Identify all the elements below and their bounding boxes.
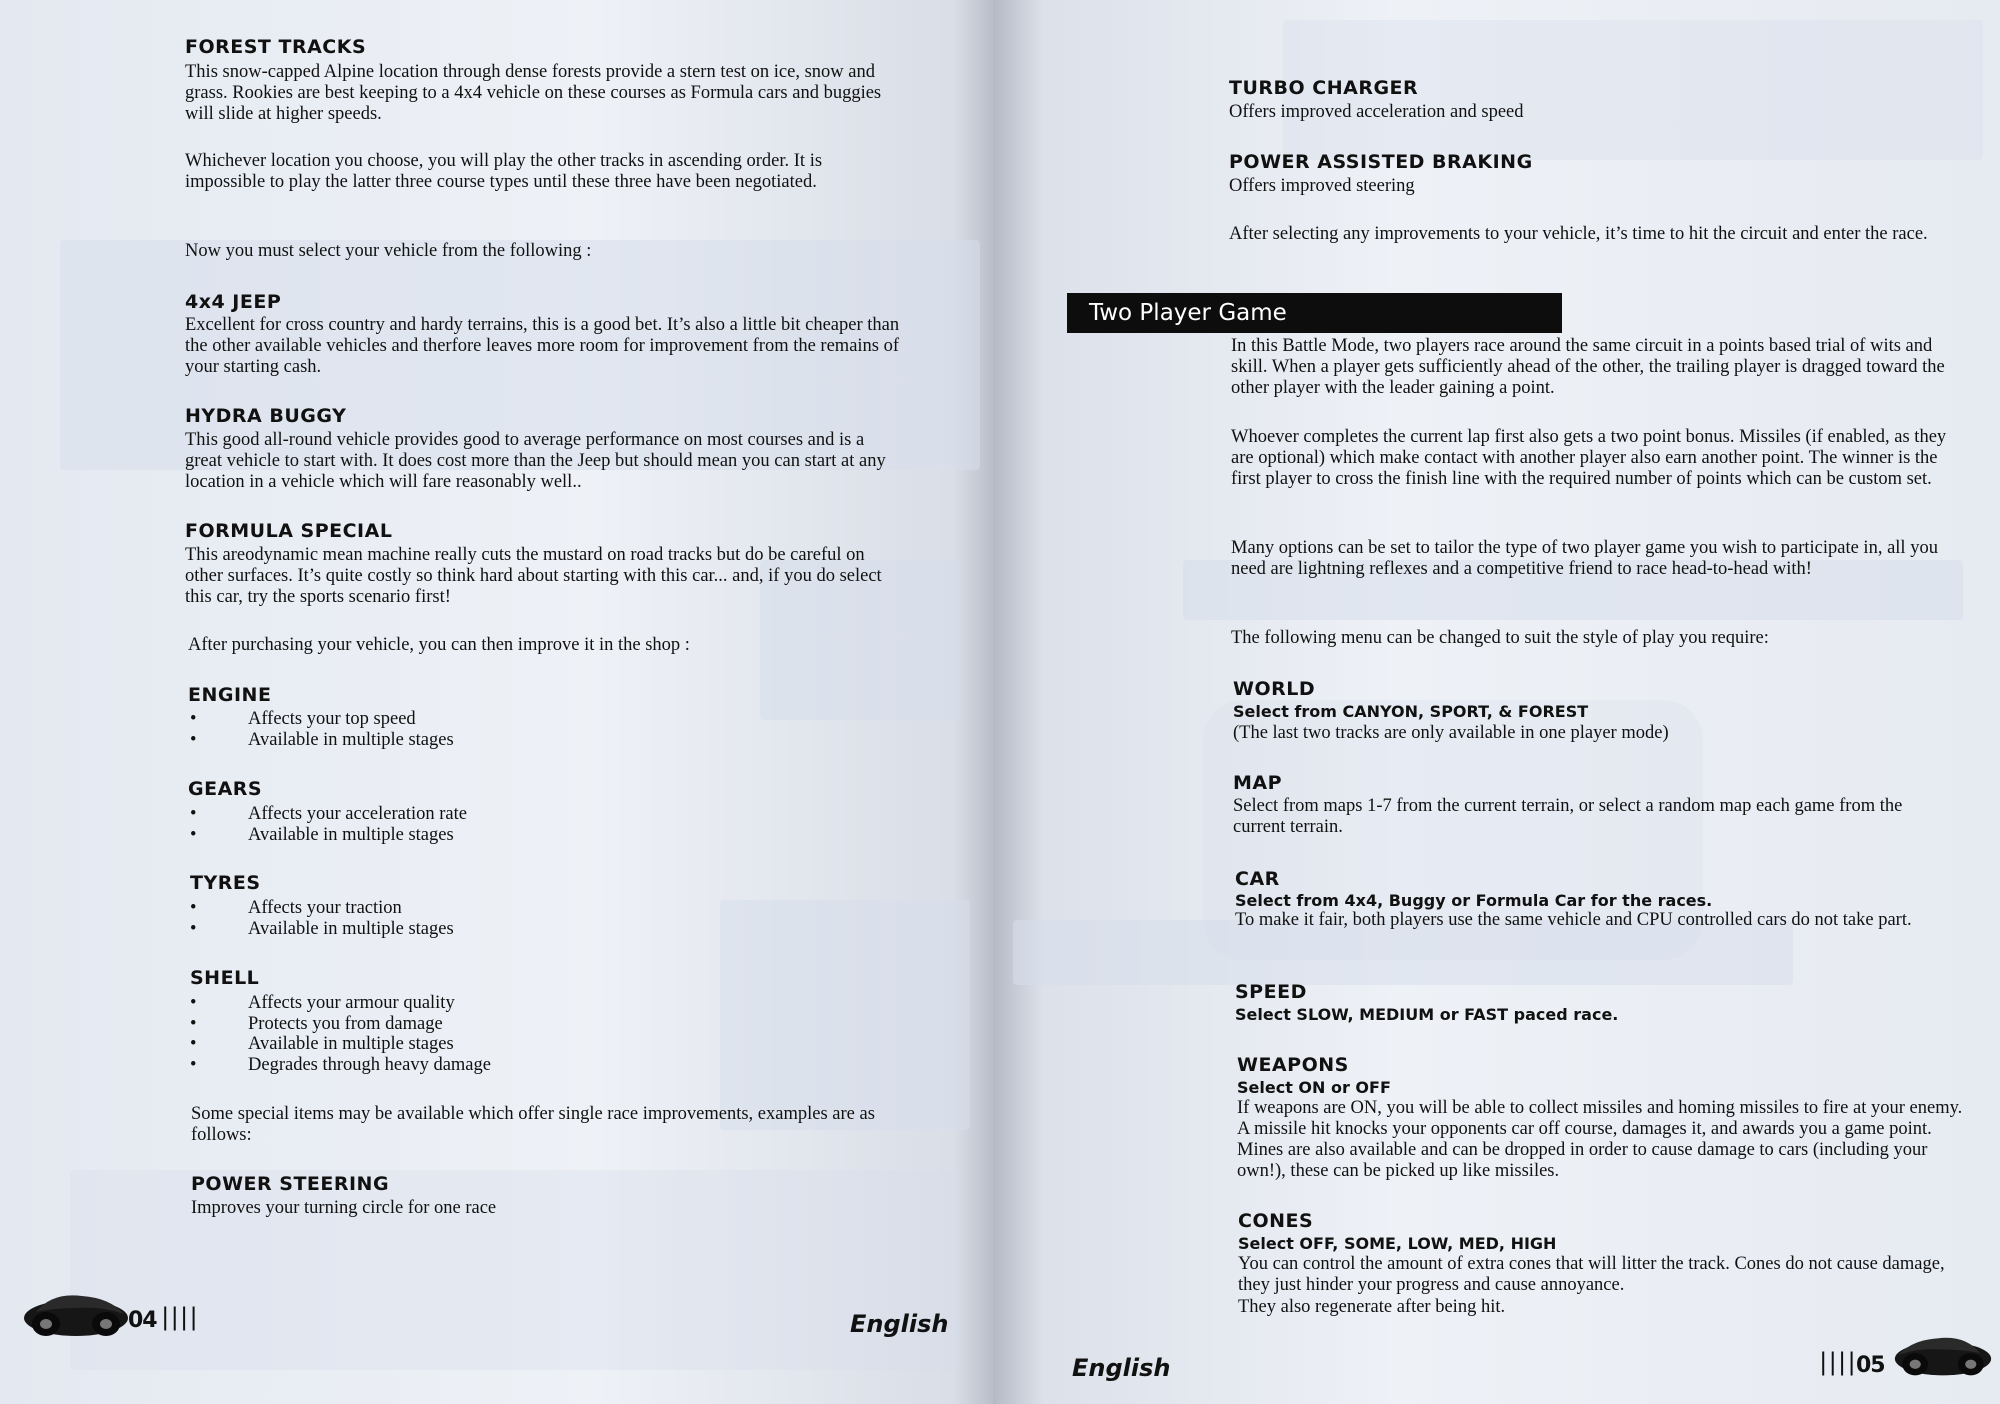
list-item: • Affects your armour quality <box>190 993 491 1014</box>
tyres-heading: TYRES <box>190 872 261 894</box>
whoever-text: Whoever completes the current lap first also gets a two point bonus. Missiles (if enabled, as they are optional) which make contact with another player also earn another point. The winner is the first player to cross the finish line with the required number of points which can be custom set. <box>1231 427 1947 489</box>
language-label-right: English <box>1072 1354 1171 1382</box>
list-item: • Available in multiple stages <box>190 825 467 846</box>
two-player-banner: Two Player Game <box>1067 293 1562 333</box>
weapons-text: If weapons are ON, you will be able to collect missiles and homing missiles to fire at your enemy. A missile hit knocks your opponents car off course, damages it, and awards you a game point. Mines are also available and can be dropped in order to cause damage to cars (including your own!), these can be picked up like missiles. <box>1237 1098 1963 1181</box>
car-logo-icon <box>1893 1330 1993 1380</box>
power-steering-heading: POWER STEERING <box>191 1173 390 1195</box>
world-heading: WORLD <box>1233 678 1316 700</box>
after-improvements-text: After selecting any improvements to your vehicle, it’s time to hit the circuit and enter the race. <box>1229 224 1928 244</box>
jeep-heading: 4x4 JEEP <box>185 291 282 313</box>
list-item: • Protects you from damage <box>190 1014 491 1035</box>
formula-heading: FORMULA SPECIAL <box>185 520 393 542</box>
braking-heading: POWER ASSISTED BRAKING <box>1229 151 1533 173</box>
jeep-text: Excellent for cross country and hardy terrains, this is a good bet. It’s also a little bit cheaper than the other available vehicles and therfore leaves more room for improvement from the remains of your starting cash. <box>185 315 900 377</box>
car-text: To make it fair, both players use the same vehicle and CPU controlled cars do not take part. <box>1235 910 1912 930</box>
engine-heading: ENGINE <box>188 684 272 706</box>
track-order-text: Whichever location you choose, you will play the other tracks in ascending order. It is impossible to play the latter three course types until these three have been negotiated. <box>185 151 823 192</box>
map-text: Select from maps 1-7 from the current terrain, or select a random map each game from the current terrain. <box>1233 796 1903 837</box>
map-heading: MAP <box>1233 772 1283 794</box>
formula-text: This areodynamic mean machine really cuts the mustard on road tracks but do be careful on other surfaces. It’s quite costly so think hard about starting with this car... and, if you do select this car, try the sports scenario first! <box>185 545 882 607</box>
options-text: Many options can be set to tailor the type of two player game you wish to participate in, all you need are lightning reflexes and a competitive friend to race head-to-head with! <box>1231 538 1938 579</box>
turbo-text: Offers improved acceleration and speed <box>1229 102 1524 122</box>
special-items-text: Some special items may be available which offer single race improvements, examples are as follows: <box>191 1104 875 1145</box>
menu-text: The following menu can be changed to suit the style of play you require: <box>1231 628 1769 648</box>
list-item: • Affects your acceleration rate <box>190 804 467 825</box>
list-item: • Affects your traction <box>190 898 454 919</box>
bars-decoration: |||| <box>1816 1348 1854 1376</box>
car-logo-icon <box>22 1288 130 1340</box>
weapons-heading: WEAPONS <box>1237 1054 1349 1076</box>
speed-select: Select SLOW, MEDIUM or FAST paced race. <box>1235 1005 1619 1024</box>
gears-list <box>190 804 467 845</box>
shell-list <box>190 993 491 1075</box>
cones-text-2: They also regenerate after being hit. <box>1238 1297 1506 1317</box>
forest-tracks-heading: FOREST TRACKS <box>185 36 367 58</box>
cones-heading: CONES <box>1238 1210 1314 1232</box>
weapons-select: Select ON or OFF <box>1237 1078 1391 1097</box>
world-select: Select from CANYON, SPORT, & FOREST <box>1233 702 1589 721</box>
tyres-list <box>190 898 454 939</box>
braking-text: Offers improved steering <box>1229 176 1415 196</box>
battle-mode-text: In this Battle Mode, two players race around the same circuit in a points based trial of wits and skill. When a player gets sufficiently ahead of the other, the trailing player is dragged toward the other player with the leader gaining a point. <box>1231 336 1945 398</box>
page-number-right: 05 <box>1856 1353 1885 1378</box>
forest-tracks-text: This snow-capped Alpine location through dense forests provide a stern test on ice, snow and grass. Rookies are best keeping to a 4x4 vehicle on these courses as Formula cars and buggies will slide at higher speeds. <box>185 62 882 124</box>
gears-heading: GEARS <box>188 778 263 800</box>
list-item: • Available in multiple stages <box>190 730 454 751</box>
left-page <box>0 0 993 1404</box>
engine-list <box>190 709 454 750</box>
cones-select: Select OFF, SOME, LOW, MED, HIGH <box>1238 1234 1557 1253</box>
cones-text: You can control the amount of extra cones that will litter the track. Cones do not cause damage, they just hinder your progress and cause annoyance. <box>1238 1254 1945 1295</box>
speed-heading: SPEED <box>1235 981 1307 1003</box>
shell-heading: SHELL <box>190 967 260 989</box>
page-number-left: 04 <box>128 1308 157 1333</box>
list-item: • Affects your top speed <box>190 709 454 730</box>
turbo-heading: TURBO CHARGER <box>1229 77 1419 99</box>
bars-decoration: |||| <box>158 1303 196 1331</box>
bleed-through-panel <box>720 900 970 1130</box>
language-label-left: English <box>850 1310 949 1338</box>
list-item: • Degrades through heavy damage <box>190 1055 491 1076</box>
world-text: (The last two tracks are only available in one player mode) <box>1233 723 1669 743</box>
buggy-heading: HYDRA BUGGY <box>185 405 347 427</box>
list-item: • Available in multiple stages <box>190 1034 491 1055</box>
power-steering-text: Improves your turning circle for one race <box>191 1198 497 1218</box>
list-item: • Available in multiple stages <box>190 919 454 940</box>
select-vehicle-text: Now you must select your vehicle from the following : <box>185 241 592 261</box>
car-heading: CAR <box>1235 868 1280 890</box>
car-select: Select from 4x4, Buggy or Formula Car for the races. <box>1235 891 1713 910</box>
shop-text: After purchasing your vehicle, you can then improve it in the shop : <box>188 635 690 655</box>
buggy-text: This good all-round vehicle provides good to average performance on most courses and is a great vehicle to start with. It does cost more than the Jeep but should mean you can start at any location in a vehicle which will fare reasonably well.. <box>185 430 886 492</box>
